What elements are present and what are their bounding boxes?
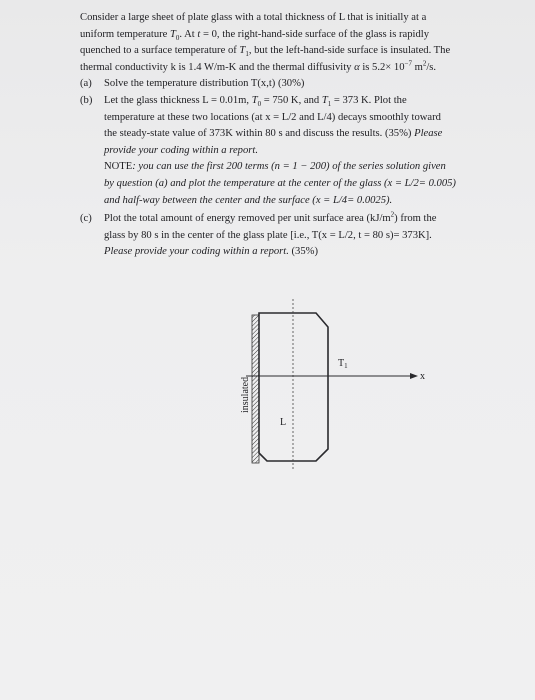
insulation-hatch — [252, 315, 259, 463]
intro-line-4: thermal conductivity k is 1.4 W/m-K and the thermal diffusivity α is $5.2\times 10^{-7}$ $m^2/s$. — [80, 59, 437, 73]
x-axis-label: x — [420, 371, 425, 382]
question-b-label: (b) — [80, 94, 93, 106]
problem-text — [80, 10, 510, 261]
intro-line-1: Consider a large sheet of plate glass with a total thickness of L that is initially at a — [80, 12, 427, 23]
glass-plate-outline — [259, 313, 328, 461]
question-b — [80, 93, 510, 209]
intro-line-2: uniform temperature $T_0$. At t = 0, the right-hand-side surface of the glass is rapidly — [80, 28, 430, 42]
intro-paragraph — [80, 10, 510, 76]
insulated-label: insulated — [240, 376, 251, 413]
question-c-text: Plot the total amount of energy removed per unit surface area $(kJ/m^2)$ from the glass by 80 s in the center of the glass plate [i.e., T(x = L/2, t = 80 s)= 373K]. Please provide your coding within a report. (35%) — [104, 210, 437, 258]
glass-plate-diagram — [232, 295, 442, 475]
thickness-label: L — [280, 417, 287, 428]
question-a-label: (a) — [80, 78, 92, 90]
x-axis-arrow-icon — [410, 373, 418, 379]
question-c — [80, 211, 510, 261]
glass-plate-figure — [232, 295, 442, 480]
note-text: NOTE: you can use the first 200 terms (n = 1 − 200) of the series solution given by question (a) and plot the temperature at the center of the glass (x = L/2= 0.005) and half-way between the center and the surface (x = L/4= 0.0025). — [104, 161, 456, 206]
question-b-text: Let the glass thickness L = 0.01m, $T_0 = 750$ K, and $T_1 = 373$ K. Plot the temperature at these two locations (at x = L/2 and L/4) decays smoothly toward the steady-state value of 373K within 80 s and discuss the results. (35%) Please provide your coding within a report. NOTE: you can use the first 200 terms (n = 1 − 200) of the series solution given by question (a) and plot the temperature at the center of the glass (x = L/2= 0.005) and half-way between the center and the surface (x = L/4= 0.0025). — [104, 94, 456, 206]
question-a — [80, 76, 510, 93]
t1-label: $T_1$ — [338, 358, 348, 370]
intro-line-3: quenched to a surface temperature of $T_1$, but the left-hand-side surface is insulated. The — [80, 45, 451, 59]
question-c-label: (c) — [80, 213, 92, 225]
question-a-text: Solve the temperature distribution T(x,t) (30%) — [104, 78, 305, 90]
